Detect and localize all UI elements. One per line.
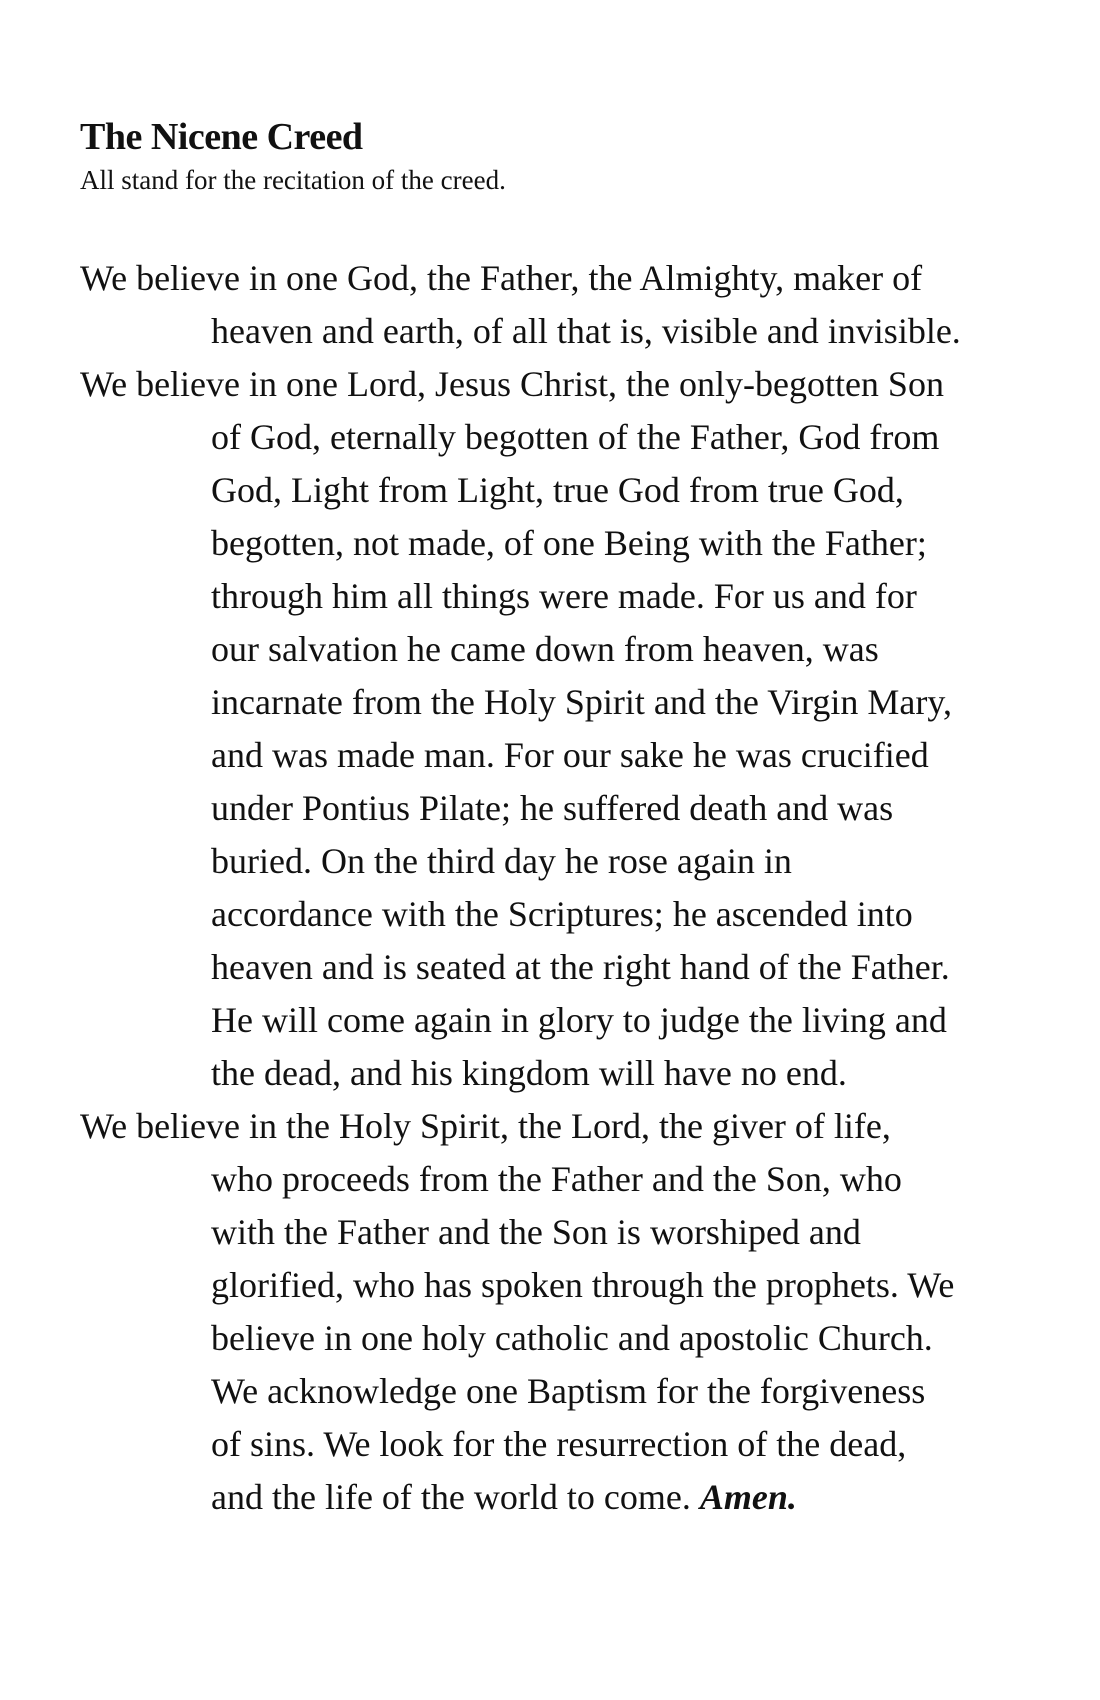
creed-line-text: of sins. We look for the resurrection of the dead, xyxy=(211,1424,907,1464)
creed-line-text: He will come again in glory to judge the living and xyxy=(211,1000,947,1040)
creed-line xyxy=(80,1471,1080,1524)
creed-line xyxy=(80,782,1080,835)
rubric-instruction: All stand for the recitation of the creed. xyxy=(80,165,506,195)
creed-line xyxy=(80,1153,1080,1206)
creed-line xyxy=(80,941,1080,994)
creed-line xyxy=(80,1100,1080,1153)
creed-line-text: We believe in one Lord, Jesus Christ, the only-begotten Son xyxy=(80,364,944,404)
creed-line-text: our salvation he came down from heaven, was xyxy=(211,629,879,669)
creed-line xyxy=(80,676,1080,729)
creed-line xyxy=(80,1047,1080,1100)
creed-line xyxy=(80,358,1080,411)
creed-line-text: begotten, not made, of one Being with the Father; xyxy=(211,523,927,563)
creed-line xyxy=(80,888,1080,941)
creed-line-text: the dead, and his kingdom will have no end. xyxy=(211,1053,847,1093)
creed-line xyxy=(80,1206,1080,1259)
creed-line xyxy=(80,994,1080,1047)
page-title: The Nicene Creed xyxy=(80,116,363,158)
creed-line-text: who proceeds from the Father and the Son, who xyxy=(211,1159,902,1199)
creed-text xyxy=(80,252,1080,1524)
creed-line xyxy=(80,1365,1080,1418)
creed-line-text: with the Father and the Son is worshiped and xyxy=(211,1212,861,1252)
creed-line xyxy=(80,252,1080,305)
creed-line-text: incarnate from the Holy Spirit and the Virgin Mary, xyxy=(211,682,953,722)
creed-line xyxy=(80,1259,1080,1312)
creed-line xyxy=(80,464,1080,517)
creed-line-text: glorified, who has spoken through the prophets. We xyxy=(211,1265,955,1305)
creed-line xyxy=(80,623,1080,676)
creed-line-text: accordance with the Scriptures; he ascended into xyxy=(211,894,913,934)
creed-line xyxy=(80,517,1080,570)
creed-line-text: We believe in the Holy Spirit, the Lord, the giver of life, xyxy=(80,1106,891,1146)
creed-line xyxy=(80,305,1080,358)
creed-line xyxy=(80,835,1080,888)
amen-response: Amen. xyxy=(699,1477,797,1517)
creed-line-text: We acknowledge one Baptism for the forgiveness xyxy=(211,1371,926,1411)
creed-line-text: heaven and is seated at the right hand of the Father. xyxy=(211,947,950,987)
creed-line-text: under Pontius Pilate; he suffered death and was xyxy=(211,788,894,828)
creed-line-text: heaven and earth, of all that is, visible and invisible. xyxy=(211,311,961,351)
creed-line-text: We believe in one God, the Father, the Almighty, maker of xyxy=(80,258,923,298)
creed-line xyxy=(80,1312,1080,1365)
creed-line-text: and the life of the world to come. xyxy=(211,1477,691,1517)
creed-line xyxy=(80,1418,1080,1471)
creed-line-text: of God, eternally begotten of the Father, God from xyxy=(211,417,940,457)
creed-line-text: God, Light from Light, true God from true God, xyxy=(211,470,904,510)
creed-line-text: and was made man. For our sake he was crucified xyxy=(211,735,929,775)
creed-line-text: believe in one holy catholic and apostolic Church. xyxy=(211,1318,933,1358)
creed-line xyxy=(80,570,1080,623)
creed-line xyxy=(80,411,1080,464)
creed-line xyxy=(80,729,1080,782)
creed-line-text: buried. On the third day he rose again in xyxy=(211,841,792,881)
creed-line-text: through him all things were made. For us and for xyxy=(211,576,917,616)
